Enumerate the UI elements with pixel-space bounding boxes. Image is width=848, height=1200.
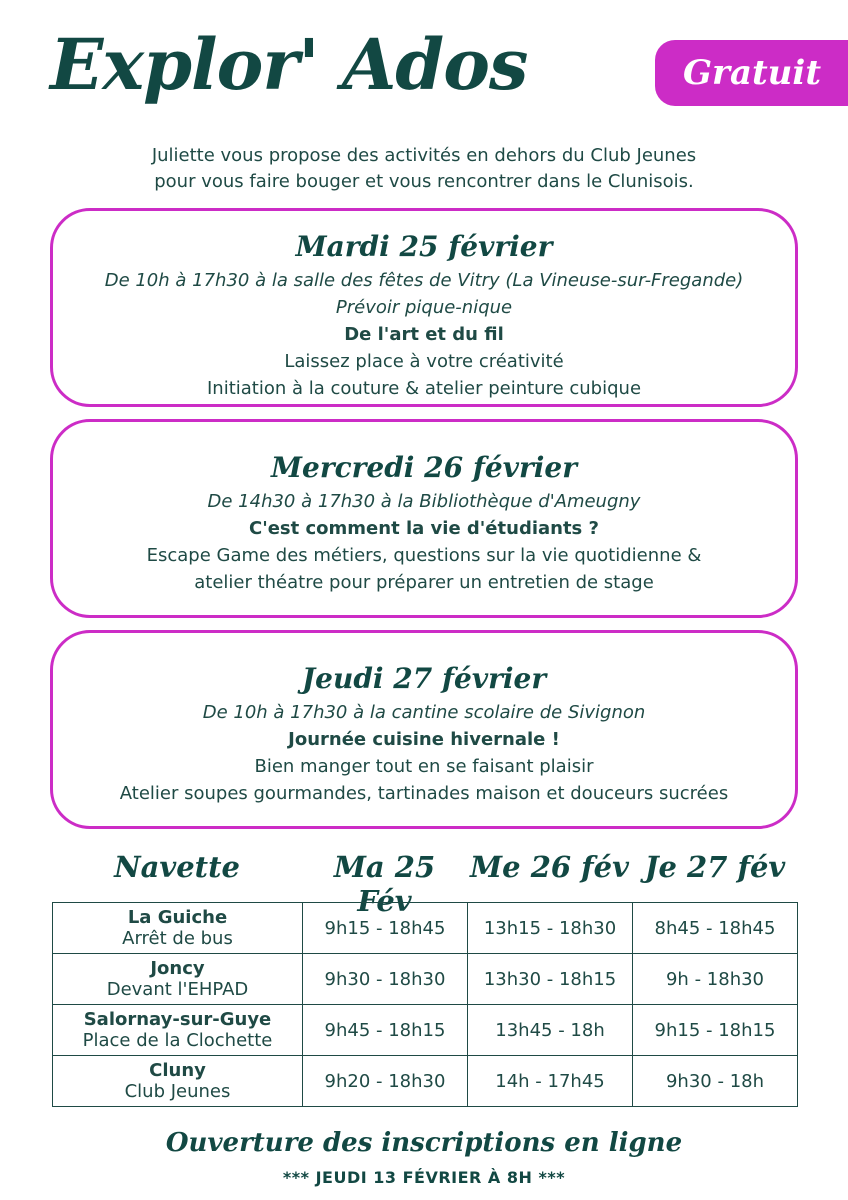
event-description: Bien manger tout en se faisant plaisir — [254, 756, 594, 777]
time-cell: 9h15 - 18h15 — [633, 1005, 798, 1056]
intro-line: pour vous faire bouger et vous rencontrer dans le Clunisois. — [154, 171, 694, 192]
table-row — [53, 1056, 798, 1107]
event-date: Mercredi 26 février — [271, 451, 577, 484]
registration-date: *** JEUDI 13 FÉVRIER À 8H *** — [282, 1168, 566, 1187]
time-cell: 9h - 18h30 — [633, 954, 798, 1005]
stop-place: Devant l'EHPAD — [106, 979, 249, 1000]
intro-text — [0, 143, 848, 195]
registration-title: Ouverture des inscriptions en ligne — [165, 1128, 683, 1158]
column-header-tuesday: Ma 25 Fév — [333, 850, 436, 918]
stop-cell — [53, 1056, 303, 1107]
stop-name: Salornay-sur-Guye — [83, 1009, 272, 1030]
event-info: Prévoir pique-nique — [335, 297, 513, 318]
event-card-tuesday — [50, 208, 798, 407]
event-info: De 10h à 17h30 à la cantine scolaire de Sivignon — [202, 702, 646, 723]
event-info: De 10h à 17h30 à la salle des fêtes de Vitry (La Vineuse-sur-Fregande) — [104, 270, 744, 291]
time-cell: 14h - 17h45 — [468, 1056, 633, 1107]
event-theme: De l'art et du fil — [344, 324, 504, 345]
event-description: Laissez place à votre créativité — [284, 351, 564, 372]
time-cell: 13h15 - 18h30 — [468, 903, 633, 954]
stop-name: La Guiche — [127, 907, 228, 928]
event-description: atelier théatre pour préparer un entretien de stage — [194, 572, 654, 593]
time-cell: 9h30 - 18h30 — [303, 954, 468, 1005]
stop-cell — [53, 903, 303, 954]
stop-place: Arrêt de bus — [122, 928, 233, 949]
stop-place: Club Jeunes — [124, 1081, 231, 1102]
intro-line: Juliette vous propose des activités en dehors du Club Jeunes — [151, 145, 697, 166]
free-badge: Gratuit — [655, 40, 848, 106]
event-card-thursday — [50, 630, 798, 829]
stop-name: Joncy — [150, 958, 205, 979]
time-cell: 13h30 - 18h15 — [468, 954, 633, 1005]
table-row — [53, 903, 798, 954]
page-title: Explor' Ados — [50, 23, 528, 106]
column-header-wednesday: Me 26 fév — [470, 850, 629, 884]
event-card-wednesday — [50, 419, 798, 618]
event-date: Jeudi 27 février — [301, 662, 547, 695]
event-theme: Journée cuisine hivernale ! — [288, 729, 560, 750]
time-cell: 9h20 - 18h30 — [303, 1056, 468, 1107]
column-header-thursday: Je 27 fév — [644, 850, 786, 884]
time-cell: 9h15 - 18h45 — [303, 903, 468, 954]
event-description: Escape Game des métiers, questions sur la vie quotidienne & — [146, 545, 702, 566]
event-description: Atelier soupes gourmandes, tartinades maison et douceurs sucrées — [119, 783, 729, 804]
event-description: Initiation à la couture & atelier peinture cubique — [206, 378, 642, 399]
time-cell: 9h30 - 18h — [633, 1056, 798, 1107]
stop-cell — [53, 1005, 303, 1056]
time-cell: 8h45 - 18h45 — [633, 903, 798, 954]
table-row — [53, 1005, 798, 1056]
event-info: De 14h30 à 17h30 à la Bibliothèque d'Ameugny — [207, 491, 641, 512]
stop-place: Place de la Clochette — [82, 1030, 273, 1051]
event-theme: C'est comment la vie d'étudiants ? — [249, 518, 599, 539]
navette-header: Navette — [114, 850, 240, 884]
event-date: Mardi 25 février — [295, 230, 553, 263]
table-row — [53, 954, 798, 1005]
shuttle-table — [52, 902, 798, 1107]
time-cell: 13h45 - 18h — [468, 1005, 633, 1056]
time-cell: 9h45 - 18h15 — [303, 1005, 468, 1056]
stop-name: Cluny — [149, 1060, 206, 1081]
stop-cell — [53, 954, 303, 1005]
